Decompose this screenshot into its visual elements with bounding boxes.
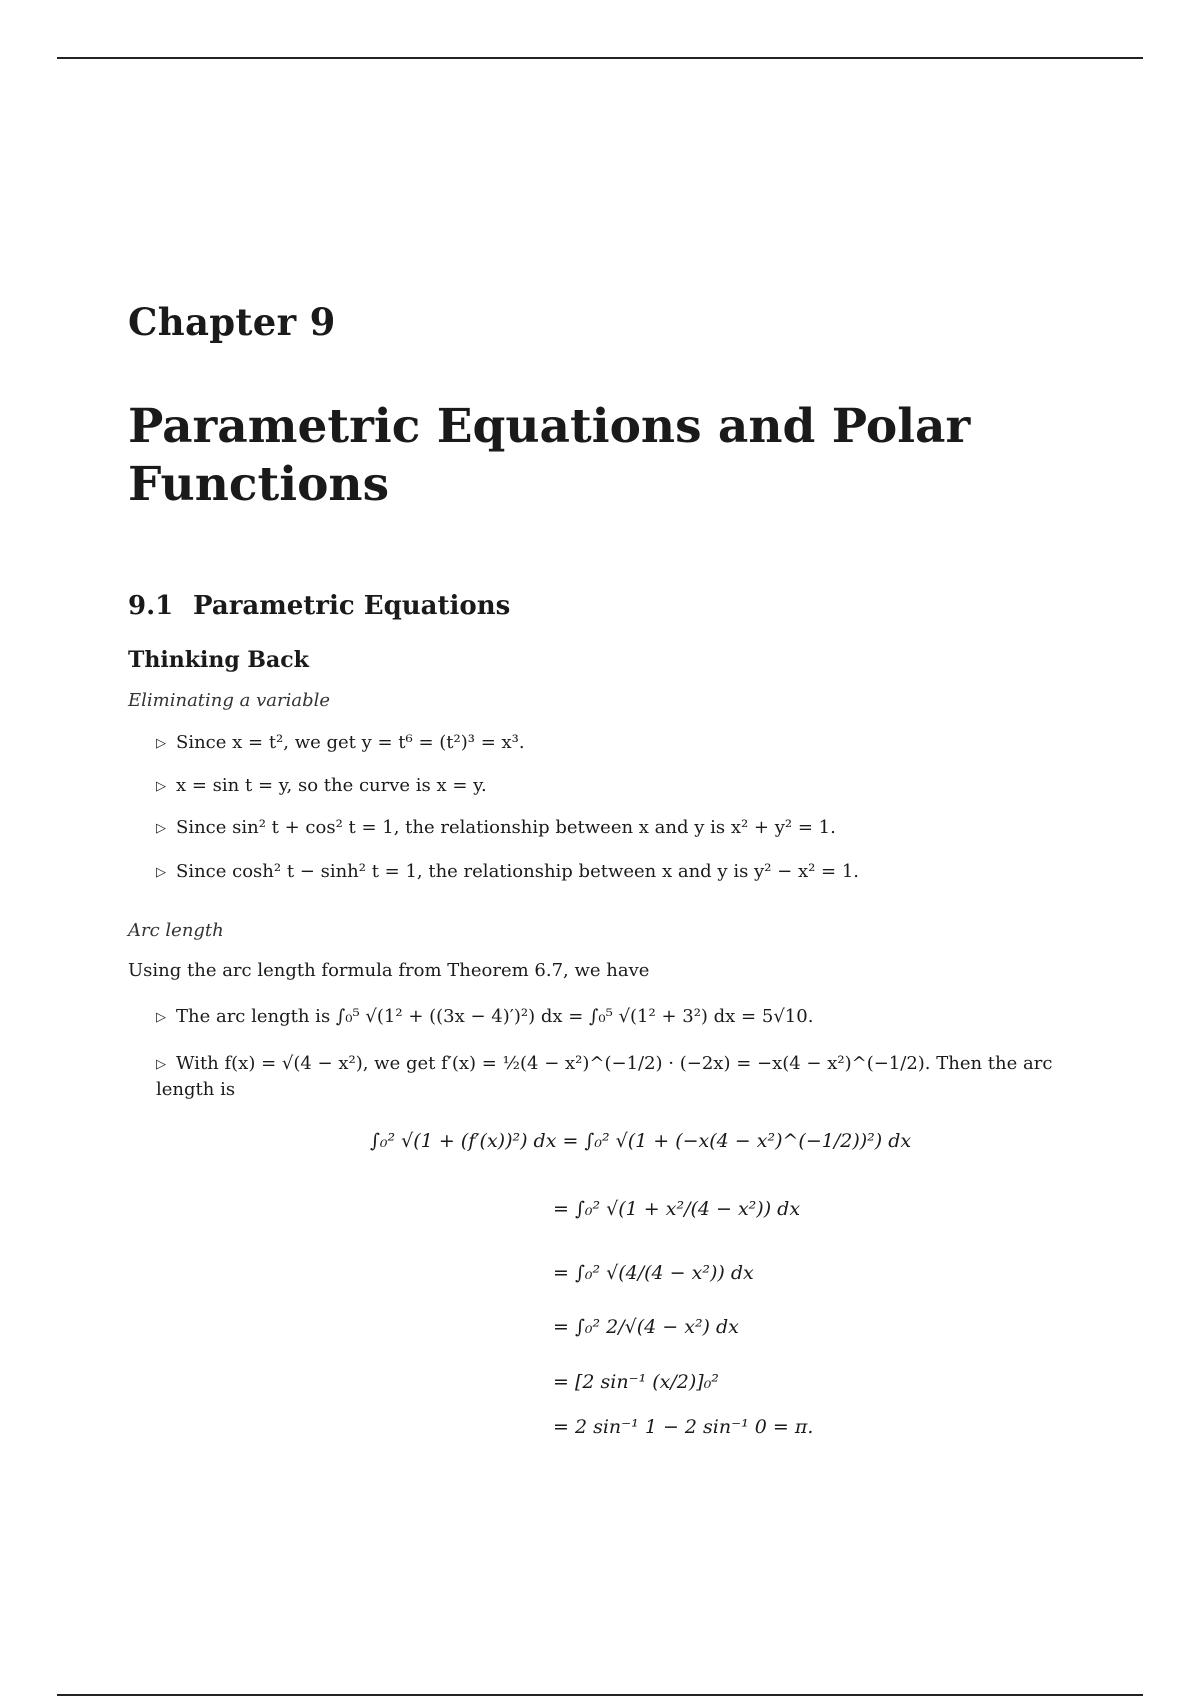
chapter-label: Chapter 9	[128, 300, 336, 344]
triangle-bullet-icon: ▷	[156, 779, 166, 794]
derivation-line: = ∫₀² √(4/(4 − x²)) dx	[553, 1262, 754, 1284]
section-title: Parametric Equations	[193, 591, 511, 621]
derivation-line: ∫₀² √(1 + (f′(x))²) dx = ∫₀² √(1 + (−x(4 − x²)^(−1/2))²) dx	[370, 1130, 912, 1152]
subsection-heading: Thinking Back	[128, 647, 309, 673]
list-item: ▷ The arc length is ∫₀⁵ √(1² + ((3x − 4)′)²) dx = ∫₀⁵ √(1² + 3²) dx = 5√10.	[156, 1006, 814, 1027]
triangle-bullet-icon: ▷	[156, 821, 166, 836]
list-item: ▷ Since cosh² t − sinh² t = 1, the relationship between x and y is y² − x² = 1.	[156, 861, 860, 882]
chapter-title: Parametric Equations and Polar Functions	[128, 399, 971, 512]
eliminating-heading: Eliminating a variable	[128, 690, 331, 711]
section-number: 9.1	[128, 591, 174, 621]
list-item: ▷ Since sin² t + cos² t = 1, the relationship between x and y is x² + y² = 1.	[156, 817, 836, 838]
footer-rule	[57, 1694, 1143, 1696]
derivation-line: = [2 sin⁻¹ (x/2)]₀²	[553, 1371, 719, 1393]
header-rule	[57, 57, 1143, 59]
list-item: ▷ x = sin t = y, so the curve is x = y.	[156, 775, 487, 796]
list-item: ▷ Since x = t², we get y = t⁶ = (t²)³ = x³.	[156, 732, 525, 753]
derivation-line: = ∫₀² 2/√(4 − x²) dx	[553, 1316, 739, 1338]
section-heading	[128, 591, 510, 621]
derivation-line: = 2 sin⁻¹ 1 − 2 sin⁻¹ 0 = π.	[553, 1416, 814, 1438]
arc-length-intro: Using the arc length formula from Theorem 6.7, we have	[128, 960, 650, 981]
triangle-bullet-icon: ▷	[156, 1010, 166, 1025]
triangle-bullet-icon: ▷	[156, 865, 166, 880]
triangle-bullet-icon: ▷	[156, 1057, 166, 1072]
triangle-bullet-icon: ▷	[156, 736, 166, 751]
list-item: ▷ With f(x) = √(4 − x²), we get f′(x) = ½(4 − x²)^(−1/2) · (−2x) = −x(4 − x²)^(−1/2). Then the arc length is	[156, 1053, 1053, 1100]
arc-length-heading: Arc length	[128, 920, 224, 941]
derivation-line: = ∫₀² √(1 + x²/(4 − x²)) dx	[553, 1198, 801, 1220]
